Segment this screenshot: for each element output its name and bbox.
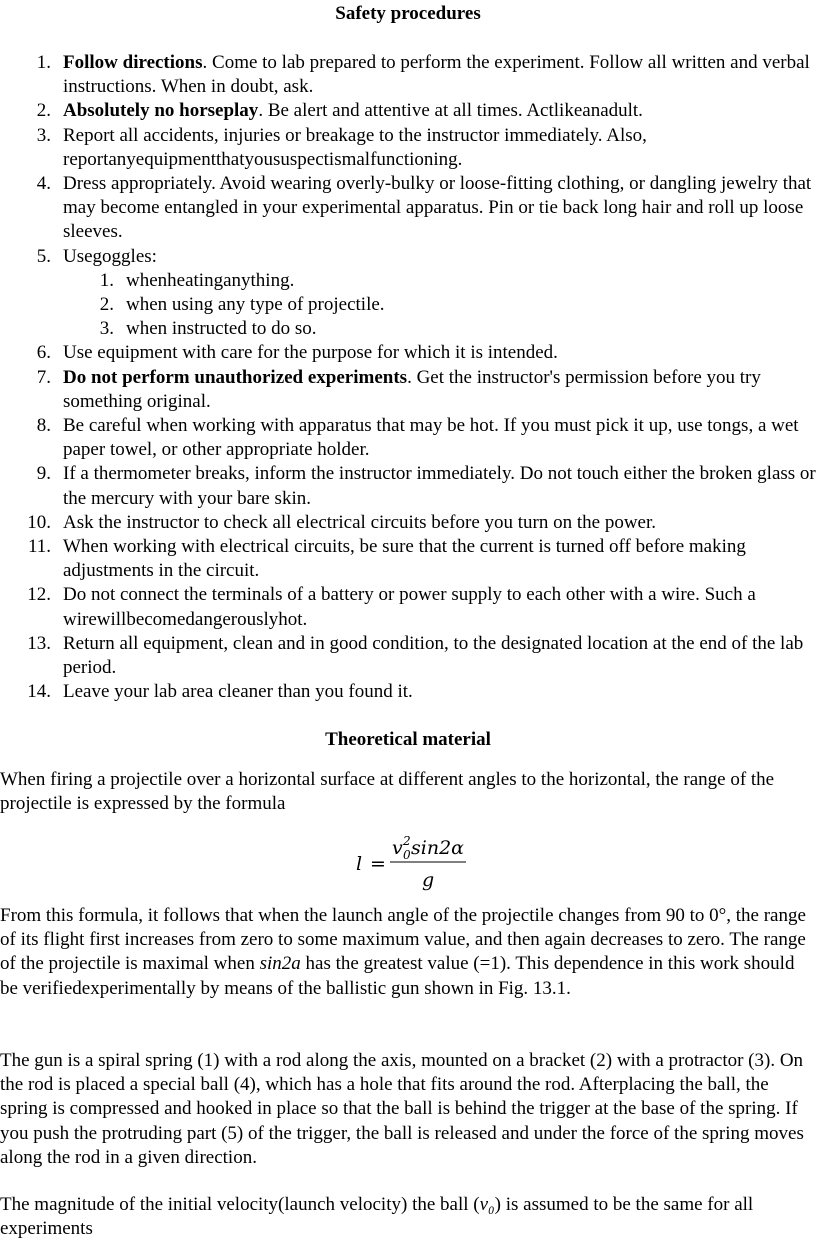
list-item: 11. When working with electrical circuits, be sure that the current is turned off before making adjustments in the circuit. — [27, 536, 746, 582]
formula-velocity: v — [392, 837, 403, 859]
formula-lhs: l — [356, 853, 363, 875]
list-item: 5. Usegoggles: 1. whenheatinganything. 2. when using any type of projectile. 3. when instructed to do so. — [0, 245, 816, 342]
list-item: 12. Do not connect the terminals of a battery or power supply to each other with a wire. Such a wirewillbecomedangerouslyhot. — [27, 584, 756, 630]
formula-subscript: 0 — [403, 848, 411, 862]
list-item: 6. Use equipment with care for the purpose for which it is intended. — [36, 342, 558, 364]
list-item: 8. Be careful when working with apparatus that may be hot. If you must pick it up, use tongs, a wet paper towel, or other appropriate holder. — [36, 415, 799, 461]
range-formula — [352, 834, 472, 892]
list-item: 13. Return all equipment, clean and in good condition, to the designated location at the end of the lab period. — [27, 632, 804, 679]
theory-paragraph-gun: The gun is a spiral spring (1) with a rod along the axis, mounted on a bracket (2) with a protractor (3). On the rod is placed a special ball (4), which has a hole that fits around the rod. Afterplacing the ball, the spring is compressed and hooked in place so that the ball is behind the trigger at the base of the spring. If you push the protruding part (5) of the trigger, the ball is released and under the force of the spring moves along the rod in a given direction. — [0, 1050, 804, 1168]
sub-list-item: 2. when using any type of projectile. — [99, 294, 385, 316]
safety-list — [0, 51, 816, 704]
theory-heading: Theoretical material — [325, 729, 491, 750]
theory-paragraph-dependence: From this formula, it follows that when the launch angle of the projectile changes from 90 to 0°, the range of its flight first increases from zero to some maximum value, and then again decreases to zero. The range of the projectile is maximal when sin2a has the greatest value (=1). This dependence in this work should be verifiedexperimentally by means of the ballistic gun shown in Fig. 13.1. — [0, 905, 806, 999]
goggles-sublist — [63, 269, 816, 342]
list-item: 9. If a thermometer breaks, inform the instructor immediately. Do not touch either the broken glass or the mercury with your bare skin. — [36, 463, 816, 509]
list-item: 14. Leave your lab area cleaner than you found it. — [27, 681, 413, 703]
list-item: 10. Ask the instructor to check all electrical circuits before you turn on the power. — [27, 511, 657, 533]
formula-denominator: g — [422, 869, 435, 891]
list-item: 7. Do not perform unauthorized experiments. Get the instructor's permission before you try something original. — [36, 366, 761, 412]
formula-equals: = — [370, 853, 386, 875]
formula-superscript: 2 — [403, 834, 411, 848]
list-item: 1. Follow directions. Come to lab prepared to perform the experiment. Follow all written and verbal instructions. When in doubt, ask. — [36, 52, 810, 98]
list-item: 4. Dress appropriately. Avoid wearing overly-bulky or loose-fitting clothing, or dangling jewelry that may become entangled in your experimental apparatus. Pin or tie back long hair and roll up loose sleeves. — [36, 173, 812, 243]
list-item: 2. Absolutely no horseplay. Be alert and attentive at all times. Actlikeanadult. — [36, 100, 643, 122]
safety-heading: Safety procedures — [335, 3, 481, 24]
formula-sine-term: sin2α — [411, 837, 464, 859]
sub-list-item: 1. whenheatinganything. — [99, 269, 295, 291]
sub-list-item: 3. when instructed to do so. — [99, 318, 317, 340]
list-item: 3. Report all accidents, injuries or breakage to the instructor immediately. Also, reportanyequipmentthatyoususpectismalfunctioning. — [36, 124, 647, 170]
theory-paragraph-intro: When firing a projectile over a horizontal surface at different angles to the horizontal, the range of the projectile is expressed by the formula — [0, 769, 775, 815]
theory-paragraph-velocity: The magnitude of the initial velocity(launch velocity) the ball (v₀) is assumed to be the same for all experiments — [0, 1194, 754, 1240]
